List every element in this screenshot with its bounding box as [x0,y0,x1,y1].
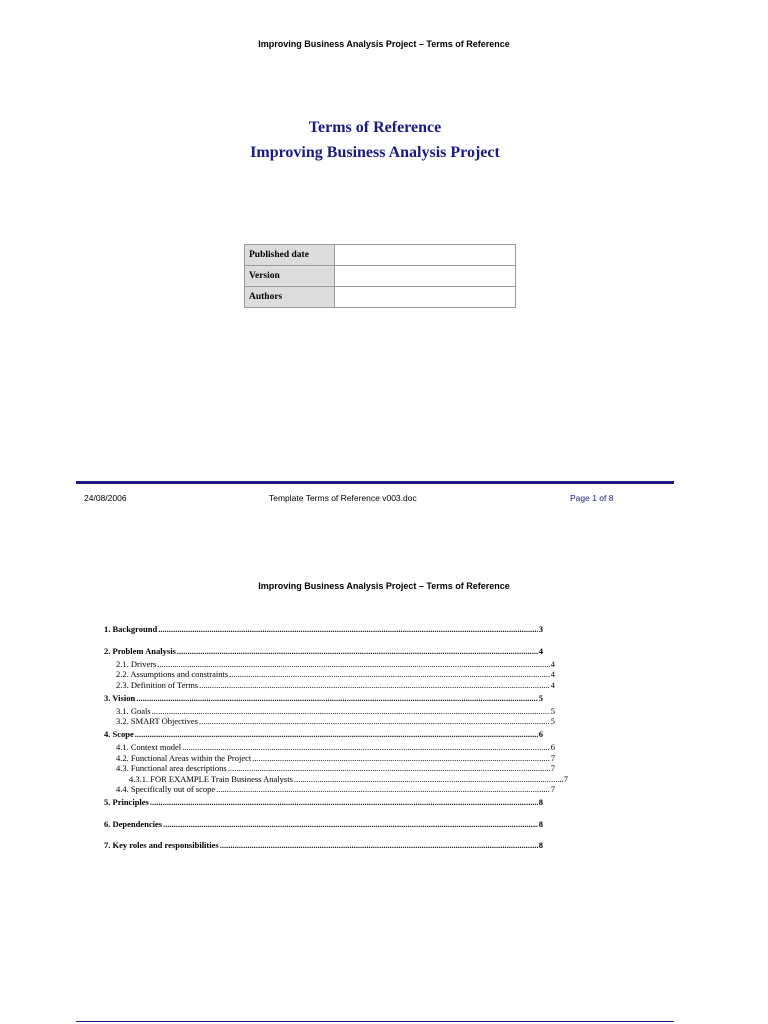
footer-page-number: Page 1 of 8 [570,493,614,503]
toc-dot-leader [157,659,549,670]
toc-entry[interactable] [104,742,555,753]
toc-dot-leader [199,716,550,727]
version-label: Version [245,266,335,287]
running-header: Improving Business Analysis Project – Terms of Reference [258,581,510,591]
toc-entry-title: 2.3. Definition of Terms [116,679,199,690]
toc-entry[interactable] [104,797,543,808]
toc-entry-title: 4.2. Functional Areas within the Project [116,752,252,763]
toc-dot-leader [163,819,538,830]
toc-entry-title: 2.2. Assumptions and constraints [116,669,229,679]
footer-divider [76,481,674,484]
toc-entry-page: 5 [550,705,555,716]
toc-entry[interactable] [104,819,543,830]
toc-dot-leader [158,624,538,635]
authors-label: Authors [245,287,335,308]
toc-entry[interactable] [104,716,555,727]
toc-entry-page: 4 [550,679,555,690]
toc-entry-page: 8 [538,797,543,807]
toc-entry[interactable] [104,729,543,740]
toc-dot-leader [182,742,550,753]
toc-dot-leader [229,669,550,680]
footer-document-name: Template Terms of Reference v003.doc [269,493,417,503]
toc-entry[interactable] [104,774,568,785]
authors-value [335,287,516,308]
toc-entry[interactable] [104,706,555,717]
toc-entry-title: 3.2. SMART Objectives [116,716,198,726]
toc-entry-title: 3.1. Goals [116,705,151,716]
document-info-table [244,244,516,308]
toc-entry-title: 2. Problem Analysis [104,645,176,656]
toc-entry-title: 4.4. Specifically out of scope [116,784,216,794]
toc-entry[interactable] [104,680,555,691]
toc-entry-title: 4.1. Context model [116,742,182,752]
toc-entry-page: 3 [538,624,543,634]
toc-entry-page: 4 [538,645,543,656]
document-title: Terms of Reference [308,119,442,136]
toc-entry-page: 7 [550,752,555,763]
table-row [245,266,516,287]
toc-entry-page: 4 [550,658,555,669]
toc-entry[interactable] [104,693,543,704]
toc-entry[interactable] [104,659,555,670]
published-date-label: Published date [245,245,335,266]
toc-entry-title: 2.1. Drivers [116,658,157,669]
toc-dot-leader [294,774,563,785]
toc-entry-title: 1. Background [104,624,158,634]
toc-entry[interactable] [104,646,543,657]
toc-dot-leader [177,646,538,657]
toc-entry[interactable] [104,840,543,851]
toc-entry-title: 4.3.1. FOR EXAMPLE Train Business Analysts [129,773,293,784]
toc-dot-leader [228,763,550,774]
toc-entry[interactable] [104,624,543,635]
toc-entry-page: 7 [550,763,555,773]
toc-entry[interactable] [104,784,555,795]
toc-entry-title: 7. Key roles and responsibilities [104,840,219,850]
toc-entry-page: 4 [550,669,555,679]
toc-dot-leader [136,693,538,704]
toc-dot-leader [199,680,550,691]
toc-entry-page: 7 [563,773,568,784]
toc-entry-page: 5 [550,716,555,726]
toc-entry-title: 4. Scope [104,729,134,739]
toc-dot-leader [150,797,538,808]
table-row [245,245,516,266]
toc-entry-title: 3. Vision [104,692,136,703]
published-date-value [335,245,516,266]
toc-entry-title: 5. Principles [104,797,149,807]
toc-dot-leader [135,729,538,740]
toc-entry-page: 8 [538,818,543,829]
toc-dot-leader [220,840,538,851]
toc-dot-leader [216,784,550,795]
toc-entry[interactable] [104,763,555,774]
toc-entry-page: 7 [550,784,555,794]
toc-entry-page: 5 [538,692,543,703]
running-header: Improving Business Analysis Project – Terms of Reference [258,39,510,49]
footer-date: 24/08/2006 [84,493,127,503]
toc-entry-title: 6. Dependencies [104,818,163,829]
toc-entry-page: 6 [538,729,543,739]
toc-entry-title: 4.3. Functional area descriptions [116,763,227,773]
version-value [335,266,516,287]
toc-entry[interactable] [104,753,555,764]
project-title: Improving Business Analysis Project [250,144,500,161]
toc-dot-leader [152,706,550,717]
page-bottom-divider [76,1021,674,1022]
toc-entry[interactable] [104,669,555,680]
table-row [245,287,516,308]
toc-dot-leader [252,753,549,764]
toc-entry-page: 8 [538,840,543,850]
toc-entry-page: 6 [550,742,555,752]
